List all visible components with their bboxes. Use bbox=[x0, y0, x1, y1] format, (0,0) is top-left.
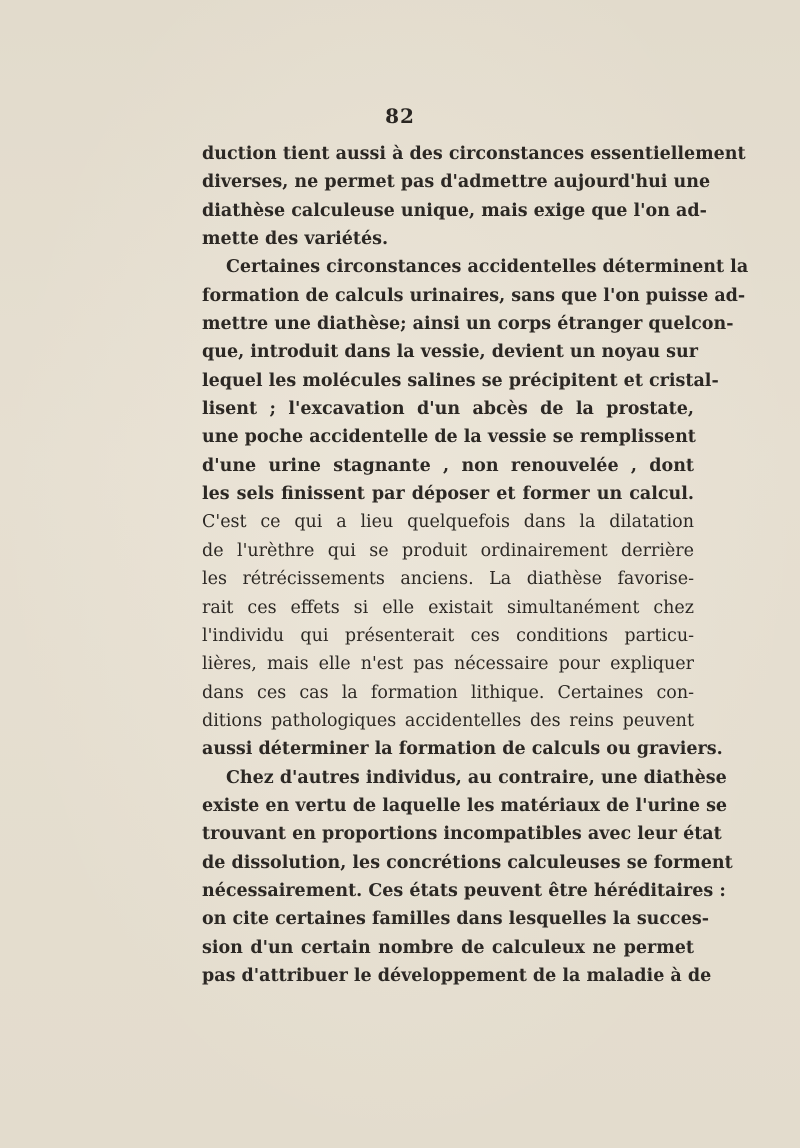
text-line: nécessairement. Ces états peuvent être héréditaires : bbox=[202, 880, 726, 901]
text-line: diverses, ne permet pas d'admettre aujourd'hui une bbox=[202, 172, 711, 193]
text-line: rait ces effets si elle existait simultanément chez bbox=[202, 597, 694, 618]
text-line: d'une urine stagnante , non renouvelée , dont bbox=[202, 455, 694, 476]
body-text bbox=[202, 140, 749, 990]
text-line: les sels finissent par déposer et former un calcul. bbox=[202, 484, 694, 505]
text-line: lisent ; l'excavation d'un abcès de la prostate, bbox=[202, 399, 694, 420]
text-line: C'est ce qui a lieu quelquefois dans la dilatation bbox=[202, 512, 694, 533]
page-number: 82 bbox=[385, 104, 415, 128]
text-line: diathèse calculeuse unique, mais exige que l'on ad- bbox=[202, 200, 707, 221]
text-line: formation de calculs urinaires, sans que l'on puisse ad- bbox=[202, 285, 746, 306]
text-line: aussi déterminer la formation de calculs ou graviers. bbox=[202, 739, 723, 760]
text-line: sion d'un certain nombre de calculeux ne permet bbox=[202, 937, 694, 958]
text-line: mettre une diathèse; ainsi un corps étranger quelcon- bbox=[202, 314, 734, 335]
text-line: dans ces cas la formation lithique. Certaines con- bbox=[202, 682, 694, 703]
text-line: trouvant en proportions incompatibles avec leur état bbox=[202, 824, 722, 845]
text-line: l'individu qui présenterait ces conditions particu- bbox=[202, 625, 694, 646]
text-line: existe en vertu de laquelle les matériaux de l'urine se bbox=[202, 795, 728, 816]
text-line: lières, mais elle n'est pas nécessaire pour expliquer bbox=[202, 654, 694, 675]
text-line: pas d'attribuer le développement de la maladie à de bbox=[202, 965, 712, 986]
text-line: duction tient aussi à des circonstances essentiellement bbox=[202, 144, 746, 164]
text-line: de l'urèthre qui se produit ordinairement derrière bbox=[202, 540, 694, 561]
text-line: Certaines circonstances accidentelles déterminent la bbox=[226, 257, 749, 278]
text-line: une poche accidentelle de la vessie se remplissent bbox=[202, 427, 696, 448]
text-line: mette des variétés. bbox=[202, 229, 389, 250]
text-line: on cite certaines familles dans lesquelles la succes- bbox=[202, 909, 709, 930]
text-line: ditions pathologiques accidentelles des reins peuvent bbox=[202, 710, 694, 731]
text-line: Chez d'autres individus, au contraire, une diathèse bbox=[226, 767, 727, 788]
text-line: de dissolution, les concrétions calculeuses se forment bbox=[202, 852, 733, 873]
text-line: que, introduit dans la vessie, devient un noyau sur bbox=[202, 342, 698, 363]
text-line: les rétrécissements anciens. La diathèse favorise- bbox=[202, 569, 694, 590]
text-line: lequel les molécules salines se précipitent et cristal- bbox=[202, 370, 719, 391]
